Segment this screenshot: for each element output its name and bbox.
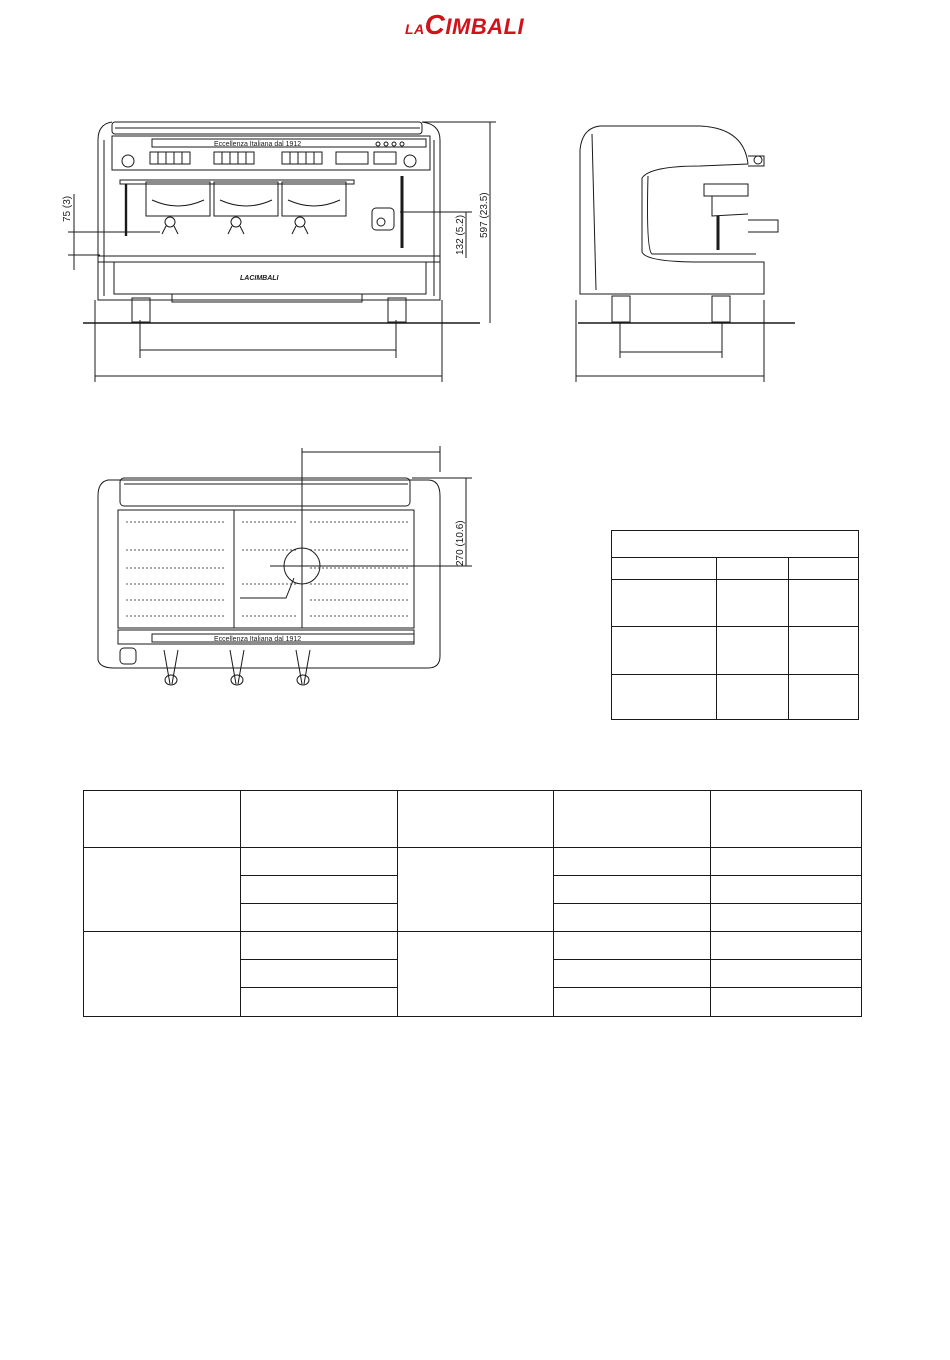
small-table-cell xyxy=(717,558,789,580)
brand-logo-text: LACIMBALI xyxy=(405,9,525,40)
small-table-cell xyxy=(717,627,789,675)
small-table-cell xyxy=(612,675,717,720)
big-table-cell xyxy=(554,904,711,932)
big-table-cell xyxy=(241,904,398,932)
big-table-cell xyxy=(711,932,862,960)
small-table-cell xyxy=(717,675,789,720)
big-table-cell xyxy=(711,848,862,876)
big-table-cell xyxy=(554,988,711,1017)
top-panel-details xyxy=(126,522,408,616)
small-table-cell xyxy=(612,580,717,627)
big-table-cell xyxy=(241,988,398,1017)
dim-cup-height: 132 (5.2) xyxy=(455,214,466,255)
big-table-group-cell xyxy=(84,848,241,932)
front-group-heads xyxy=(120,176,402,248)
dim-total-height: 597 (23.5) xyxy=(479,192,490,238)
big-table-cell xyxy=(241,848,398,876)
small-table-cell xyxy=(612,558,717,580)
big-table-group-cell xyxy=(84,932,241,1017)
big-table-cell xyxy=(711,904,862,932)
big-table-cell xyxy=(554,876,711,904)
large-spec-table xyxy=(83,790,862,1017)
small-table-cell xyxy=(612,627,717,675)
big-table-cell xyxy=(554,932,711,960)
big-table-cell xyxy=(241,960,398,988)
big-table-cell xyxy=(711,960,862,988)
top-view xyxy=(98,446,472,685)
big-table-header-cell xyxy=(711,791,862,848)
top-panel-slogan: Eccellenza Italiana dal 1912 xyxy=(214,636,302,643)
big-table-cell xyxy=(554,848,711,876)
big-table-header-cell xyxy=(554,791,711,848)
front-view xyxy=(62,122,496,382)
front-body-logo: LACIMBALI xyxy=(240,275,279,282)
big-table-group-cell xyxy=(398,932,554,1017)
small-table-cell xyxy=(789,580,859,627)
side-view xyxy=(576,126,795,382)
big-table-group-cell xyxy=(398,848,554,932)
big-table-cell xyxy=(554,960,711,988)
dim-drip-height: 75 (3) xyxy=(62,195,73,222)
big-table-cell xyxy=(711,988,862,1017)
big-table-header-cell xyxy=(398,791,554,848)
big-table-header-cell xyxy=(241,791,398,848)
dim-depth-offset: 270 (10.6) xyxy=(455,520,466,566)
small-table-header xyxy=(612,531,859,558)
small-table-cell xyxy=(789,675,859,720)
big-table-cell xyxy=(241,876,398,904)
big-table-header-cell xyxy=(84,791,241,848)
big-table-cell xyxy=(241,932,398,960)
front-panel-slogan: Eccellenza Italiana dal 1912 xyxy=(214,141,302,148)
small-spec-table xyxy=(611,530,859,720)
big-table-cell xyxy=(711,876,862,904)
small-table-cell xyxy=(789,558,859,580)
small-table-cell xyxy=(789,627,859,675)
small-table-cell xyxy=(717,580,789,627)
